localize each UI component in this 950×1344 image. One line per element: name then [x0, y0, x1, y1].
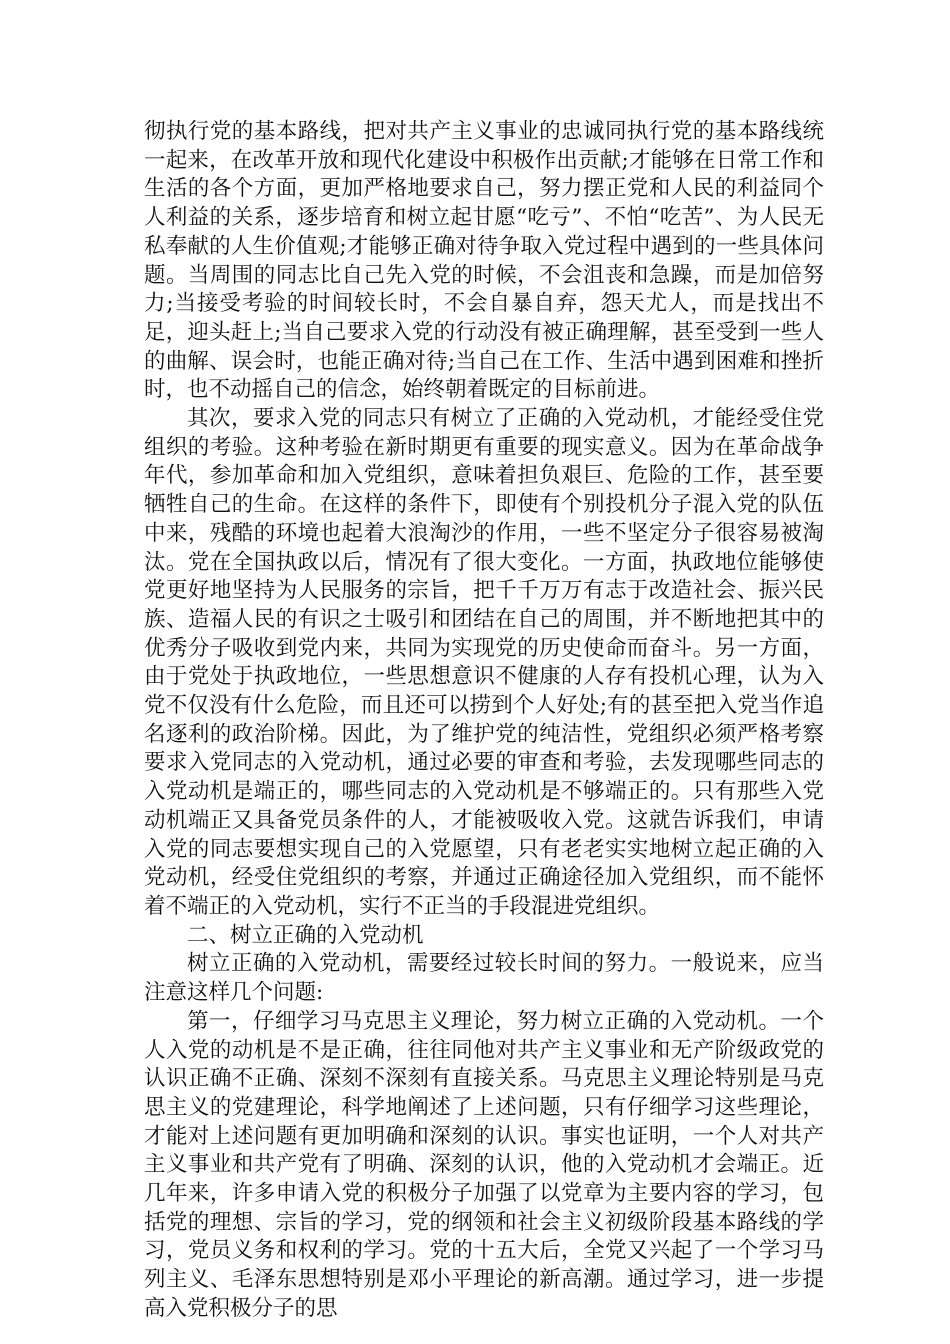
- paragraph-second-point: 其次，要求入党的同志只有树立了正确的入党动机，才能经受住党组织的考验。这种考验在新时期更有重要的现实意义。因为在革命战争年代，参加革命和加入党组织，意味着担负艰巨、危险的工作，甚至要牺牲自己的生命。在这样的条件下，即使有个别投机分子混入党的队伍中来，残酷的环境也起着大浪淘沙的作用，一些不坚定分子很容易被淘汰。党在全国执政以后，情况有了很大变化。一方面，执政地位能够使党更好地坚持为人民服务的宗旨，把千千万万有志于改造社会、振兴民族、造福人民的有识之士吸引和团结在自己的周围，并不断地把其中的优秀分子吸收到党内来，共同为实现党的历史使命而奋斗。另一方面，由于党处于执政地位，一些思想意识不健康的人存有投机心理，认为入党不仅没有什么危险，而且还可以捞到个人好处;有的甚至把入党当作追名逐利的政治阶梯。因此，为了维护党的纯洁性，党组织必须严格考察要求入党同志的入党动机，通过必要的审查和考验，去发现哪些同志的入党动机是端正的，哪些同志的入党动机是不够端正的。只有那些入党动机端正又具备党员条件的人，才能被吸收入党。这就告诉我们，申请入党的同志要想实现自己的入党愿望，只有老老实实地树立起正确的入党动机，经受住党组织的考察，并通过正确途径加入党组织，而不能怀着不端正的入党动机，实行不正当的手段混进党组织。: [144, 406, 824, 919]
- paragraph-first-point: 第一，仔细学习马克思主义理论，努力树立正确的入党动机。一个人入党的动机是不是正确，往往同他对共产主义事业和无产阶级政党的认识正确不正确、深刻不深刻有直接关系。马克思主义理论特别是马克思主义的党建理论，科学地阐述了上述问题，只有仔细学习这些理论，才能对上述问题有更加明确和深刻的认识。事实也证明，一个人对共产主义事业和共产党有了明确、深刻的认识，他的入党动机才会端正。近几年来，许多申请入党的积极分子加强了以党章为主要内容的学习，包括党的理想、宗旨的学习，党的纲领和社会主义初级阶段基本路线的学习，党员义务和权利的学习。党的十五大后，全党又兴起了一个学习马列主义、毛泽东思想特别是邓小平理论的新高潮。通过学习，进一步提高入党积极分子的思: [144, 1008, 824, 1321]
- section-heading: 二、树立正确的入党动机: [187, 922, 424, 948]
- paragraph-intro: 树立正确的入党动机，需要经过较长时间的努力。一般说来，应当注意这样几个问题:: [144, 951, 824, 1006]
- document-body: [144, 118, 824, 1324]
- paragraph-continuation: 彻执行党的基本路线，把对共产主义事业的忠诚同执行党的基本路线统一起来，在改革开放和现代化建设中积极作出贡献;才能够在日常工作和生活的各个方面，更加严格地要求自己，努力摆正党和人民的利益同个人利益的关系，逐步培育和树立起甘愿“吃亏”、不怕“吃苦”、为人民无私奉献的人生价值观;才能够正确对待争取入党过程中遇到的一些具体问题。当周围的同志比自己先入党的时候，不会沮丧和急躁，而是加倍努力;当接受考验的时间较长时，不会自暴自弃，怨天尤人，而是找出不足，迎头赶上;当自己要求入党的行动没有被正确理解，甚至受到一些人的曲解、误会时，也能正确对待;当自己在工作、生活中遇到困难和挫折时，也不动摇自己的信念，始终朝着既定的目标前进。: [144, 119, 824, 403]
